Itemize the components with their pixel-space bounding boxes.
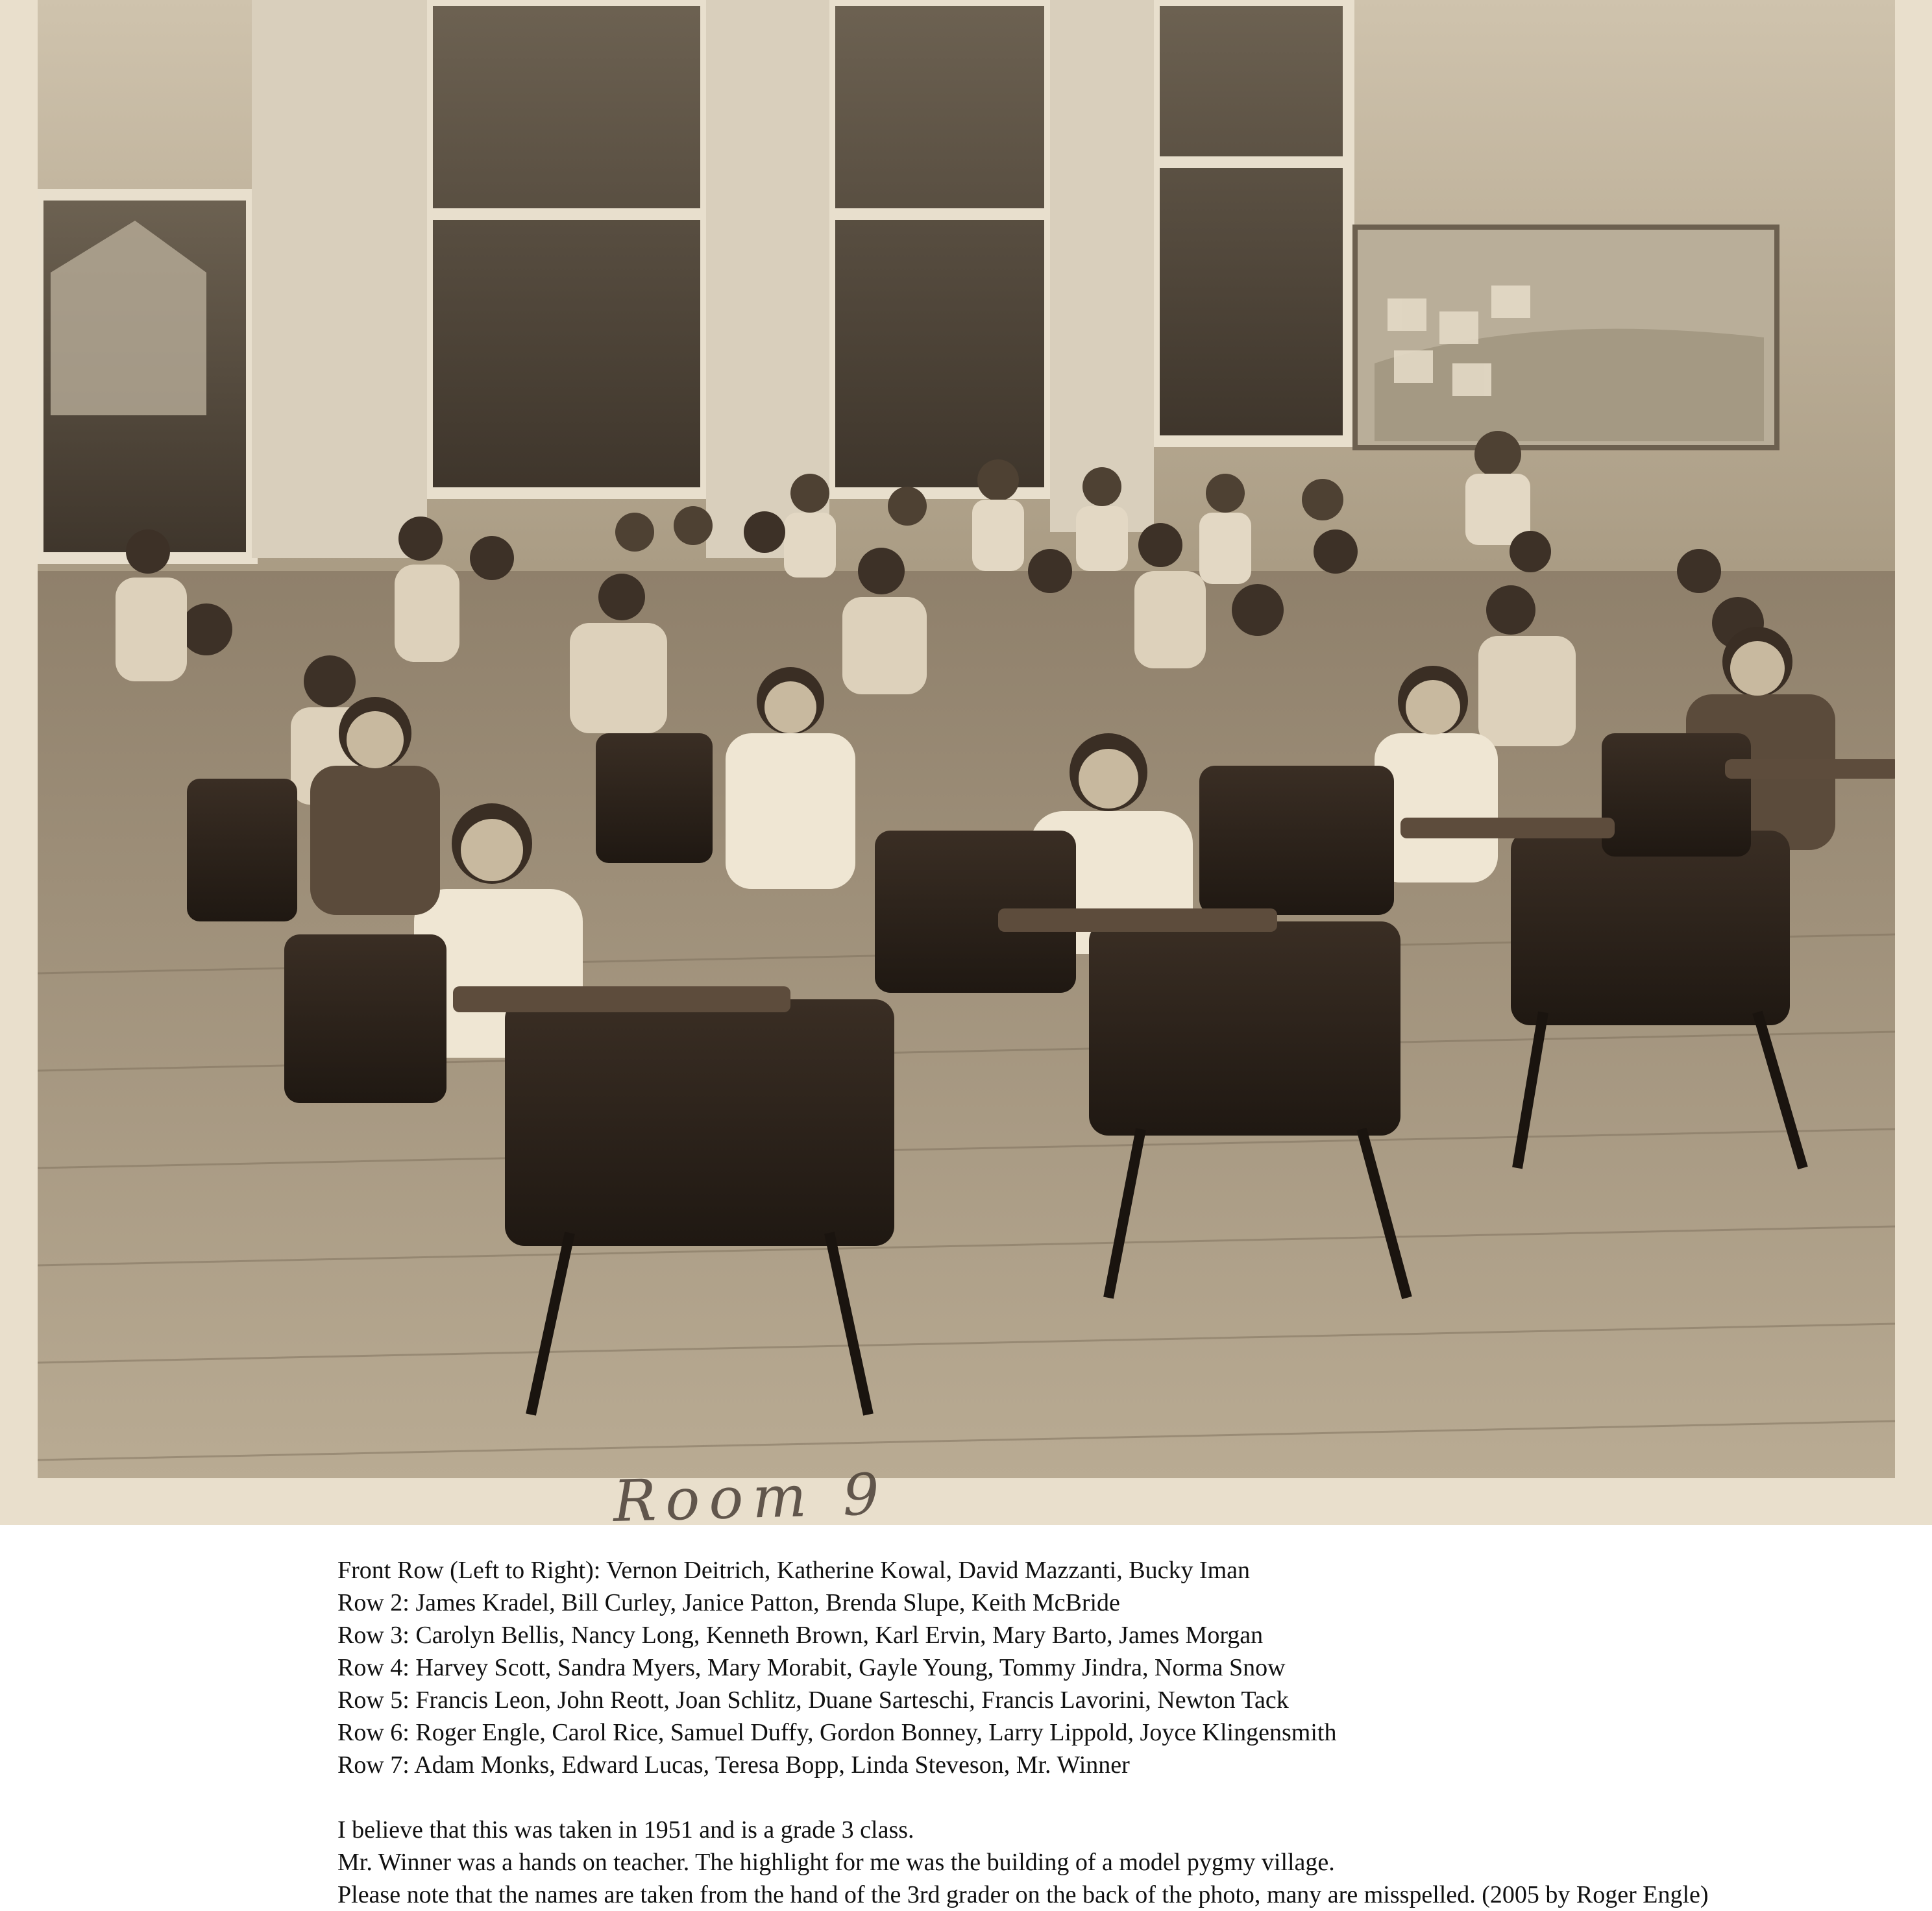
caption-row-2: Row 2: James Kradel, Bill Curley, Janice Patton, Brenda Slupe, Keith McBride bbox=[337, 1589, 1120, 1616]
caption-row-6: Row 6: Roger Engle, Carol Rice, Samuel Duffy, Gordon Bonney, Larry Lippold, Joyce Klingensmith bbox=[337, 1719, 1337, 1746]
caption-spacer bbox=[337, 1781, 1921, 1814]
caption-row-4: Row 4: Harvey Scott, Sandra Myers, Mary Morabit, Gayle Young, Tommy Jindra, Norma Snow bbox=[337, 1654, 1286, 1681]
caption-note-teacher: Mr. Winner was a hands on teacher. The highlight for me was the building of a model pygmy village. bbox=[337, 1849, 1335, 1876]
caption-block bbox=[337, 1554, 1921, 1911]
caption-row-5: Row 5: Francis Leon, John Reott, Joan Schlitz, Duane Sarteschi, Francis Lavorini, Newton Tack bbox=[337, 1686, 1289, 1714]
handwritten-room-label: Room 9 bbox=[612, 1460, 889, 1535]
caption-row-7: Row 7: Adam Monks, Edward Lucas, Teresa Bopp, Linda Steveson, Mr. Winner bbox=[337, 1751, 1130, 1779]
classroom-photo bbox=[38, 0, 1895, 1478]
classroom-illustration bbox=[38, 0, 1895, 1478]
caption-note-date: I believe that this was taken in 1951 and is a grade 3 class. bbox=[337, 1816, 914, 1844]
caption-row-front: Front Row (Left to Right): Vernon Deitrich, Katherine Kowal, David Mazzanti, Bucky Iman bbox=[337, 1557, 1251, 1584]
caption-row-3: Row 3: Carolyn Bellis, Nancy Long, Kenneth Brown, Karl Ervin, Mary Barto, James Morgan bbox=[337, 1622, 1264, 1649]
caption-note-spelling: Please note that the names are taken from the hand of the 3rd grader on the back of the photo, many are misspelled. (2005 by Roger Engle) bbox=[337, 1881, 1709, 1908]
